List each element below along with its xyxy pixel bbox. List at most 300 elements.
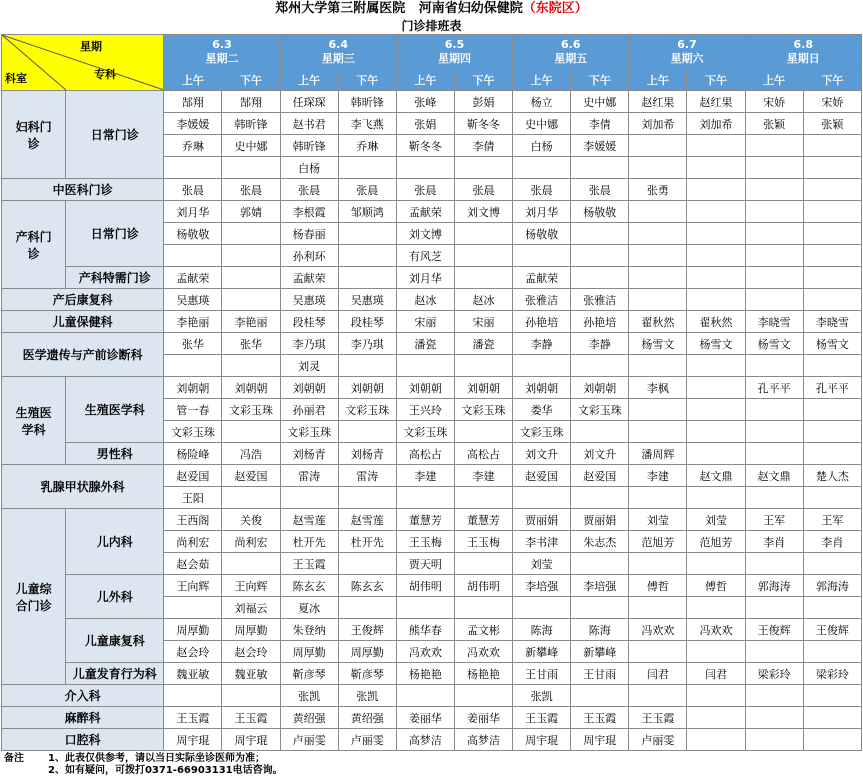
- specialty-label: 日常门诊: [66, 201, 164, 267]
- doctor-cell: [745, 443, 803, 465]
- doctor-cell: [571, 223, 629, 245]
- doctor-cell: 潘瓷: [396, 333, 454, 355]
- day-header: 6.8 星期日: [745, 35, 861, 70]
- doctor-cell: 张娟: [396, 113, 454, 135]
- doctor-cell: 刘月华: [164, 201, 222, 223]
- doctor-cell: [513, 245, 571, 267]
- doctor-cell: 史中娜: [571, 91, 629, 113]
- dept-label: 儿童综合门诊: [2, 509, 66, 685]
- doctor-cell: [164, 245, 222, 267]
- table-row: [2, 707, 862, 729]
- doctor-cell: [629, 421, 687, 443]
- specialty-label: 生殖医学科: [66, 377, 164, 443]
- doctor-cell: [571, 245, 629, 267]
- doctor-cell: [629, 157, 687, 179]
- doctor-cell: 王甘雨: [513, 663, 571, 685]
- doctor-cell: 李晓雪: [745, 311, 803, 333]
- doctor-cell: 张凯: [338, 685, 396, 707]
- doctor-cell: 孟献荣: [396, 201, 454, 223]
- corner-spec-label: 专科: [94, 68, 116, 81]
- doctor-cell: [338, 157, 396, 179]
- doctor-cell: 李建: [454, 465, 512, 487]
- doctor-cell: 贾丽娟: [513, 509, 571, 531]
- dept-label: 医学遗传与产前诊断科: [2, 333, 164, 377]
- doctor-cell: 张峰: [396, 91, 454, 113]
- doctor-cell: 刘莹: [513, 553, 571, 575]
- doctor-cell: 宋丽: [396, 311, 454, 333]
- doctor-cell: 周宇琨: [513, 729, 571, 751]
- day-header: 6.7 星期六: [629, 35, 745, 70]
- doctor-cell: 杨敬敬: [164, 223, 222, 245]
- doctor-cell: [803, 355, 861, 377]
- doctor-cell: 郭海涛: [745, 575, 803, 597]
- doctor-cell: [687, 179, 745, 201]
- doctor-cell: 刘朝朝: [571, 377, 629, 399]
- doctor-cell: 杨敬敬: [513, 223, 571, 245]
- table-row: [2, 509, 862, 531]
- doctor-cell: [454, 685, 512, 707]
- doctor-cell: 宋丽: [454, 311, 512, 333]
- doctor-cell: 李培强: [571, 575, 629, 597]
- doctor-cell: 刘朝朝: [396, 377, 454, 399]
- doctor-cell: 管一春: [164, 399, 222, 421]
- doctor-cell: 张雅洁: [513, 289, 571, 311]
- doctor-cell: [222, 267, 280, 289]
- doctor-cell: 熊华春: [396, 619, 454, 641]
- doctor-cell: 刘文升: [513, 443, 571, 465]
- table-row: [2, 311, 862, 333]
- doctor-cell: 赵文鼎: [687, 465, 745, 487]
- doctor-cell: 傅哲: [629, 575, 687, 597]
- doctor-cell: [454, 487, 512, 509]
- doctor-cell: 赵文鼎: [745, 465, 803, 487]
- doctor-cell: 冯欢欢: [687, 619, 745, 641]
- doctor-cell: [745, 685, 803, 707]
- doctor-cell: 张凯: [513, 685, 571, 707]
- doctor-cell: [687, 267, 745, 289]
- doctor-cell: 魏亚敏: [164, 663, 222, 685]
- doctor-cell: [803, 267, 861, 289]
- doctor-cell: [513, 487, 571, 509]
- table-row: [2, 289, 862, 311]
- doctor-cell: 刘莹: [629, 509, 687, 531]
- doctor-cell: 李倩: [454, 135, 512, 157]
- doctor-cell: [222, 421, 280, 443]
- table-row: [2, 443, 862, 465]
- doctor-cell: 彭娟: [454, 91, 512, 113]
- doctor-cell: 黄绍强: [280, 707, 338, 729]
- dept-label: 口腔科: [2, 729, 164, 751]
- doctor-cell: [687, 597, 745, 619]
- doctor-cell: 张华: [222, 333, 280, 355]
- doctor-cell: [687, 685, 745, 707]
- doctor-cell: 胡伟明: [396, 575, 454, 597]
- doctor-cell: 刘灵: [280, 355, 338, 377]
- doctor-cell: [571, 157, 629, 179]
- doctor-cell: 刘杨青: [280, 443, 338, 465]
- doctor-cell: 王玉霞: [513, 707, 571, 729]
- doctor-cell: [338, 487, 396, 509]
- doctor-cell: [803, 729, 861, 751]
- doctor-cell: 张华: [164, 333, 222, 355]
- doctor-cell: 李肖: [745, 531, 803, 553]
- doctor-cell: 文彩玉珠: [513, 421, 571, 443]
- doctor-cell: 刘加希: [629, 113, 687, 135]
- doctor-cell: 刘朝朝: [222, 377, 280, 399]
- dept-label: 产科门诊: [2, 201, 66, 289]
- doctor-cell: [629, 245, 687, 267]
- table-row: [2, 619, 862, 641]
- doctor-cell: 靳彦琴: [338, 663, 396, 685]
- doctor-cell: 张勇: [629, 179, 687, 201]
- doctor-cell: 王俊辉: [338, 619, 396, 641]
- doctor-cell: [454, 267, 512, 289]
- doctor-cell: 李晓雪: [803, 311, 861, 333]
- doctor-cell: [629, 135, 687, 157]
- doctor-cell: 吴惠瑛: [280, 289, 338, 311]
- notes: [0, 753, 863, 777]
- doctor-cell: [222, 685, 280, 707]
- doctor-cell: 张晨: [454, 179, 512, 201]
- doctor-cell: [629, 597, 687, 619]
- doctor-cell: [513, 157, 571, 179]
- doctor-cell: 文彩玉珠: [396, 421, 454, 443]
- doctor-cell: 周厚勤: [338, 641, 396, 663]
- doctor-cell: 文彩玉珠: [571, 399, 629, 421]
- dept-label: 麻醉科: [2, 707, 164, 729]
- doctor-cell: [803, 707, 861, 729]
- doctor-cell: [687, 355, 745, 377]
- doctor-cell: 陈玄玄: [280, 575, 338, 597]
- doctor-cell: 王军: [803, 509, 861, 531]
- table-row: [2, 377, 862, 399]
- doctor-cell: [803, 223, 861, 245]
- doctor-cell: [745, 399, 803, 421]
- corner-week-label: 星期: [80, 40, 102, 53]
- doctor-cell: 刘月华: [513, 201, 571, 223]
- doctor-cell: 王向辉: [222, 575, 280, 597]
- doctor-cell: 孔平平: [745, 377, 803, 399]
- doctor-cell: 刘朝朝: [280, 377, 338, 399]
- doctor-cell: 李静: [513, 333, 571, 355]
- doctor-cell: 孟献荣: [280, 267, 338, 289]
- doctor-cell: 宋娇: [803, 91, 861, 113]
- doctor-cell: [338, 553, 396, 575]
- doctor-cell: 赵书君: [280, 113, 338, 135]
- doctor-cell: [687, 377, 745, 399]
- doctor-cell: [629, 267, 687, 289]
- doctor-cell: 贾天明: [396, 553, 454, 575]
- doctor-cell: 孙艳培: [571, 311, 629, 333]
- doctor-cell: 孔平平: [803, 377, 861, 399]
- doctor-cell: 王玉霞: [164, 707, 222, 729]
- doctor-cell: 王兴玲: [396, 399, 454, 421]
- doctor-cell: 赵雪莲: [338, 509, 396, 531]
- doctor-cell: 王甘雨: [571, 663, 629, 685]
- doctor-cell: 董慧芳: [454, 509, 512, 531]
- doctor-cell: [396, 597, 454, 619]
- doctor-cell: [687, 421, 745, 443]
- doctor-cell: 乔琳: [338, 135, 396, 157]
- doctor-cell: [164, 597, 222, 619]
- doctor-cell: [687, 201, 745, 223]
- doctor-cell: [571, 421, 629, 443]
- doctor-cell: 刘文升: [571, 443, 629, 465]
- doctor-cell: 段桂琴: [280, 311, 338, 333]
- pm-header: 下午: [687, 70, 745, 91]
- doctor-cell: 张雅洁: [571, 289, 629, 311]
- doctor-cell: 高松占: [454, 443, 512, 465]
- campus-label: （东院区）: [522, 1, 588, 16]
- doctor-cell: 孟献荣: [513, 267, 571, 289]
- hospital-name: 郑州大学第三附属医院: [275, 1, 406, 16]
- doctor-cell: [513, 355, 571, 377]
- doctor-cell: 尚利宏: [164, 531, 222, 553]
- specialty-label: 日常门诊: [66, 91, 164, 179]
- doctor-cell: [745, 201, 803, 223]
- doctor-cell: [164, 685, 222, 707]
- dept-label: 儿童保健科: [2, 311, 164, 333]
- doctor-cell: [571, 487, 629, 509]
- doctor-cell: 卢丽雯: [280, 729, 338, 751]
- doctor-cell: 靳冬冬: [396, 135, 454, 157]
- doctor-cell: 闫君: [629, 663, 687, 685]
- schedule-table: [1, 34, 862, 751]
- doctor-cell: 靳冬冬: [454, 113, 512, 135]
- day-header: 6.5 星期四: [396, 35, 512, 70]
- doctor-cell: 陈玄玄: [338, 575, 396, 597]
- doctor-cell: 吴惠瑛: [338, 289, 396, 311]
- am-header: 上午: [280, 70, 338, 91]
- doctor-cell: [803, 201, 861, 223]
- doctor-cell: 杜开先: [338, 531, 396, 553]
- doctor-cell: [629, 399, 687, 421]
- doctor-cell: 赵红果: [629, 91, 687, 113]
- doctor-cell: 李根霞: [280, 201, 338, 223]
- doctor-cell: 关俊: [222, 509, 280, 531]
- table-row: [2, 201, 862, 223]
- day-header: 6.3 星期二: [164, 35, 280, 70]
- doctor-cell: 刘文博: [454, 201, 512, 223]
- table-row: [2, 575, 862, 597]
- doctor-cell: 史中娜: [513, 113, 571, 135]
- specialty-label: 儿内科: [66, 509, 164, 575]
- doctor-cell: 赵雪莲: [280, 509, 338, 531]
- page-subtitle: 门诊排班表: [401, 19, 462, 33]
- doctor-cell: [454, 597, 512, 619]
- doctor-cell: 刘莹: [687, 509, 745, 531]
- doctor-cell: 有风芝: [396, 245, 454, 267]
- doctor-cell: 高梦洁: [396, 729, 454, 751]
- doctor-cell: [803, 157, 861, 179]
- table-row: [2, 333, 862, 355]
- doctor-cell: 文彩玉珠: [454, 399, 512, 421]
- doctor-cell: 李静: [571, 333, 629, 355]
- doctor-cell: 杜开先: [280, 531, 338, 553]
- doctor-cell: 韩昕锋: [222, 113, 280, 135]
- doctor-cell: 张晨: [222, 179, 280, 201]
- doctor-cell: 张凯: [280, 685, 338, 707]
- pm-header: 下午: [338, 70, 396, 91]
- doctor-cell: 翟秋然: [629, 311, 687, 333]
- doctor-cell: 王俊辉: [803, 619, 861, 641]
- doctor-cell: 尚利宏: [222, 531, 280, 553]
- doctor-cell: [687, 157, 745, 179]
- doctor-cell: [338, 421, 396, 443]
- doctor-cell: 翟秋然: [687, 311, 745, 333]
- doctor-cell: 刘文博: [396, 223, 454, 245]
- doctor-cell: 梁彩玲: [745, 663, 803, 685]
- doctor-cell: 刘福云: [222, 597, 280, 619]
- doctor-cell: [164, 157, 222, 179]
- doctor-cell: 黄绍强: [338, 707, 396, 729]
- doctor-cell: [164, 355, 222, 377]
- doctor-cell: [454, 355, 512, 377]
- am-header: 上午: [629, 70, 687, 91]
- page-title: [0, 0, 863, 18]
- doctor-cell: [571, 267, 629, 289]
- doctor-cell: [454, 157, 512, 179]
- doctor-cell: 李艳丽: [222, 311, 280, 333]
- doctor-cell: 李书津: [513, 531, 571, 553]
- doctor-cell: 郭海涛: [803, 575, 861, 597]
- doctor-cell: 孟献荣: [164, 267, 222, 289]
- doctor-cell: 杨雪文: [803, 333, 861, 355]
- doctor-cell: 杨艳艳: [454, 663, 512, 685]
- doctor-cell: [745, 707, 803, 729]
- doctor-cell: [629, 223, 687, 245]
- doctor-cell: 姜丽华: [396, 707, 454, 729]
- table-row: [2, 663, 862, 685]
- table-row: [2, 179, 862, 201]
- doctor-cell: 赵爱国: [164, 465, 222, 487]
- doctor-cell: 王玉霞: [280, 553, 338, 575]
- doctor-cell: [745, 135, 803, 157]
- doctor-cell: 王玉梅: [454, 531, 512, 553]
- doctor-cell: [687, 641, 745, 663]
- notes-label: 备注: [4, 753, 24, 764]
- doctor-cell: [396, 355, 454, 377]
- doctor-cell: 张颖: [745, 113, 803, 135]
- doctor-cell: [629, 641, 687, 663]
- doctor-cell: 刘杨青: [338, 443, 396, 465]
- doctor-cell: [803, 135, 861, 157]
- doctor-cell: [571, 685, 629, 707]
- dept-label: 乳腺甲状腺外科: [2, 465, 164, 509]
- doctor-cell: 赵会玲: [222, 641, 280, 663]
- doctor-cell: 范旭芳: [687, 531, 745, 553]
- doctor-cell: [454, 553, 512, 575]
- doctor-cell: [222, 289, 280, 311]
- doctor-cell: 高松占: [396, 443, 454, 465]
- specialty-label: 儿外科: [66, 575, 164, 619]
- doctor-cell: [629, 355, 687, 377]
- doctor-cell: 周宇琨: [222, 729, 280, 751]
- doctor-cell: 王玉霞: [629, 707, 687, 729]
- doctor-cell: [222, 157, 280, 179]
- dept-label: 产后康复科: [2, 289, 164, 311]
- doctor-cell: [803, 597, 861, 619]
- doctor-cell: [280, 487, 338, 509]
- doctor-cell: 杨雪文: [745, 333, 803, 355]
- table-row: [2, 685, 862, 707]
- doctor-cell: 冯欢欢: [629, 619, 687, 641]
- doctor-cell: [803, 179, 861, 201]
- doctor-cell: [338, 355, 396, 377]
- doctor-cell: 文彩玉珠: [338, 399, 396, 421]
- doctor-cell: 周厚勤: [280, 641, 338, 663]
- am-header: 上午: [745, 70, 803, 91]
- doctor-cell: 潘周辉: [629, 443, 687, 465]
- doctor-cell: [396, 157, 454, 179]
- doctor-cell: 楚人杰: [803, 465, 861, 487]
- specialty-label: 产科特需门诊: [66, 267, 164, 289]
- table-row: [2, 729, 862, 751]
- doctor-cell: 周厚勤: [222, 619, 280, 641]
- doctor-cell: 王阳: [164, 487, 222, 509]
- doctor-cell: 王西阁: [164, 509, 222, 531]
- doctor-cell: 李建: [629, 465, 687, 487]
- doctor-cell: [571, 355, 629, 377]
- doctor-cell: [396, 487, 454, 509]
- doctor-cell: 李乃琪: [338, 333, 396, 355]
- doctor-cell: 杨雪文: [629, 333, 687, 355]
- doctor-cell: 杨艳艳: [396, 663, 454, 685]
- doctor-cell: 李建: [396, 465, 454, 487]
- doctor-cell: [803, 289, 861, 311]
- doctor-cell: 范旭芳: [629, 531, 687, 553]
- specialty-label: 儿童发育行为科: [66, 663, 164, 685]
- doctor-cell: 乔琳: [164, 135, 222, 157]
- doctor-cell: 段桂琴: [338, 311, 396, 333]
- doctor-cell: 吴惠瑛: [164, 289, 222, 311]
- doctor-cell: 胡伟明: [454, 575, 512, 597]
- doctor-cell: [745, 157, 803, 179]
- pm-header: 下午: [803, 70, 861, 91]
- doctor-cell: [803, 553, 861, 575]
- doctor-cell: 孙艳培: [513, 311, 571, 333]
- doctor-cell: [338, 597, 396, 619]
- doctor-cell: 新攀峰: [571, 641, 629, 663]
- doctor-cell: [629, 487, 687, 509]
- doctor-cell: 宋娇: [745, 91, 803, 113]
- doctor-cell: [803, 487, 861, 509]
- doctor-cell: 张颖: [803, 113, 861, 135]
- doctor-cell: 白杨: [280, 157, 338, 179]
- doctor-cell: 潘瓷: [454, 333, 512, 355]
- doctor-cell: 冯浩: [222, 443, 280, 465]
- note-line-2: 2、如有疑问，可拨打0371-66903131电话咨询。: [48, 765, 283, 776]
- doctor-cell: 孟文彬: [454, 619, 512, 641]
- doctor-cell: [629, 201, 687, 223]
- doctor-cell: [222, 553, 280, 575]
- doctor-cell: 张晨: [164, 179, 222, 201]
- dept-label: 介入科: [2, 685, 164, 707]
- doctor-cell: 李倩: [571, 113, 629, 135]
- doctor-cell: 白杨: [513, 135, 571, 157]
- hospital-name-2: 河南省妇幼保健院: [418, 1, 523, 16]
- corner-dept-label: 科室: [5, 72, 27, 85]
- doctor-cell: [338, 245, 396, 267]
- doctor-cell: [745, 355, 803, 377]
- doctor-cell: 韩昕锋: [338, 91, 396, 113]
- doctor-cell: [687, 443, 745, 465]
- doctor-cell: 赵冰: [454, 289, 512, 311]
- doctor-cell: 赵冰: [396, 289, 454, 311]
- doctor-cell: 卢丽雯: [629, 729, 687, 751]
- doctor-cell: 高梦洁: [454, 729, 512, 751]
- pm-header: 下午: [454, 70, 512, 91]
